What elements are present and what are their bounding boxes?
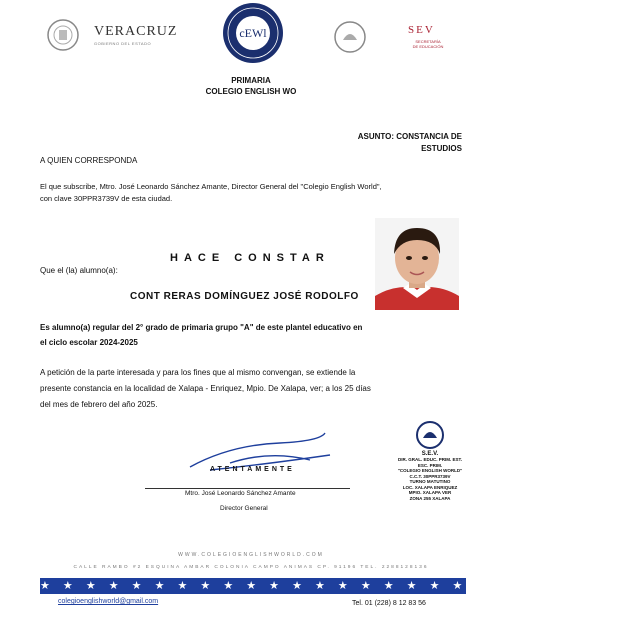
intro-line-1: El que subscribe, Mtro. José Leonardo Sánchez Amante, Director General del "Colegio English World", <box>40 182 382 191</box>
sev-sub <box>383 39 473 49</box>
title-line-1: PRIMARIA <box>231 76 271 85</box>
sev-sub-2: DE EDUCACIÓN <box>412 44 444 49</box>
footer-address: CALLE RAMBO #2 ESQUINA AMBAR COLONIA CAMPO ANIMAS CP. 91196 TEL. 2288128136 <box>73 565 429 570</box>
stamp-line-6: LOC. XALAPA ENRIQUEZ <box>402 484 458 490</box>
subject-line-1: ASUNTO: CONSTANCIA DE <box>357 132 462 141</box>
student-label: Que el (la) alumno(a): <box>40 266 118 275</box>
sev-seal-icon <box>333 20 367 54</box>
veracruz-logo <box>46 18 196 52</box>
stamp-line-2: ESC. PRIM. <box>417 462 443 468</box>
subject-line-2: ESTUDIOS <box>421 144 462 153</box>
signature-line <box>145 488 350 489</box>
stamp-line-1: DIR. GRAL. EDUC. PRIM. EST. <box>397 457 462 462</box>
status-paragraph <box>40 320 470 350</box>
sev-name: SEV <box>408 24 435 36</box>
footer-email-link[interactable]: colegioenglishworld@gmail.com <box>58 598 159 605</box>
veracruz-sub: GOBIERNO DEL ESTADO <box>94 41 152 46</box>
subject <box>340 131 462 155</box>
stamp-line-3: "COLEGIO ENGLISH WORLD" <box>397 468 463 473</box>
petition-line-1: A petición de la parte interesada y para los fines que al mismo convengan, se extiende la <box>40 368 356 377</box>
footer-website: WWW.COLEGIOENGLISHWORLD.COM <box>178 552 324 558</box>
status-line-1: Es alumno(a) regular del 2° grado de primaria grupo "A" de este plantel educativo en <box>40 323 363 332</box>
sev-logo <box>333 20 473 54</box>
to-whom: A QUIEN CORRESPONDA <box>40 156 138 165</box>
intro-line-2: con clave 30PPR3739V de esta ciudad. <box>40 194 173 203</box>
school-seal-text: cEWl <box>239 26 267 40</box>
title-line-2: COLEGIO ENGLISH WO <box>205 87 297 96</box>
stamp-line-5: TURNO MATUTINO <box>409 479 451 484</box>
signature-scribble <box>170 425 340 485</box>
signer-name: Mtro. José Leonardo Sánchez Amante <box>185 490 296 497</box>
official-stamp <box>390 420 470 550</box>
veracruz-seal-icon <box>46 18 80 52</box>
student-photo <box>375 218 459 310</box>
footer-phone: Tel. 01 (228) 8 12 83 56 <box>352 600 426 607</box>
stars-ribbon: ★ ★ ★ ★ ★ ★ ★ ★ ★ ★ ★ ★ ★ ★ ★ ★ ★ ★ ★ ★ ★ ★ ★ ★ ★ ★ <box>40 580 628 592</box>
eagle-seal-icon <box>413 420 447 450</box>
school-seal-logo <box>222 2 284 64</box>
student-name: CONT RERAS DOMÍNGUEZ JOSÉ RODOLFO <box>130 291 359 302</box>
veracruz-name: VERACRUZ <box>94 24 178 39</box>
atentamente-label: ATENTAMENTE <box>210 466 295 473</box>
sev-sub-1: SECRETARÍA <box>415 39 441 44</box>
petition-line-2: presente constancia en la localidad de Xalapa - Enriquez, Mpio. De Xalapa, ver; a los 25 días <box>40 384 371 393</box>
petition-paragraph <box>40 365 470 413</box>
school-seal-icon <box>222 2 284 64</box>
petition-line-3: del mes de febrero del año 2025. <box>40 400 158 409</box>
stamp-line-8: ZONA 255 XALAPA <box>409 495 451 501</box>
status-line-2: el ciclo escolar 2024-2025 <box>40 338 138 347</box>
stamp-sev: S.E.V. <box>421 450 439 457</box>
student-photo-image <box>375 218 459 310</box>
signer-role: Director General <box>220 505 268 512</box>
stamp-line-7: MPIO. XALAPA VER <box>408 490 452 495</box>
certify-heading: HACE CONSTAR <box>170 252 330 264</box>
intro-paragraph <box>40 181 470 205</box>
stamp-line-4: C.C.T. 30PPR3739V <box>409 473 451 479</box>
